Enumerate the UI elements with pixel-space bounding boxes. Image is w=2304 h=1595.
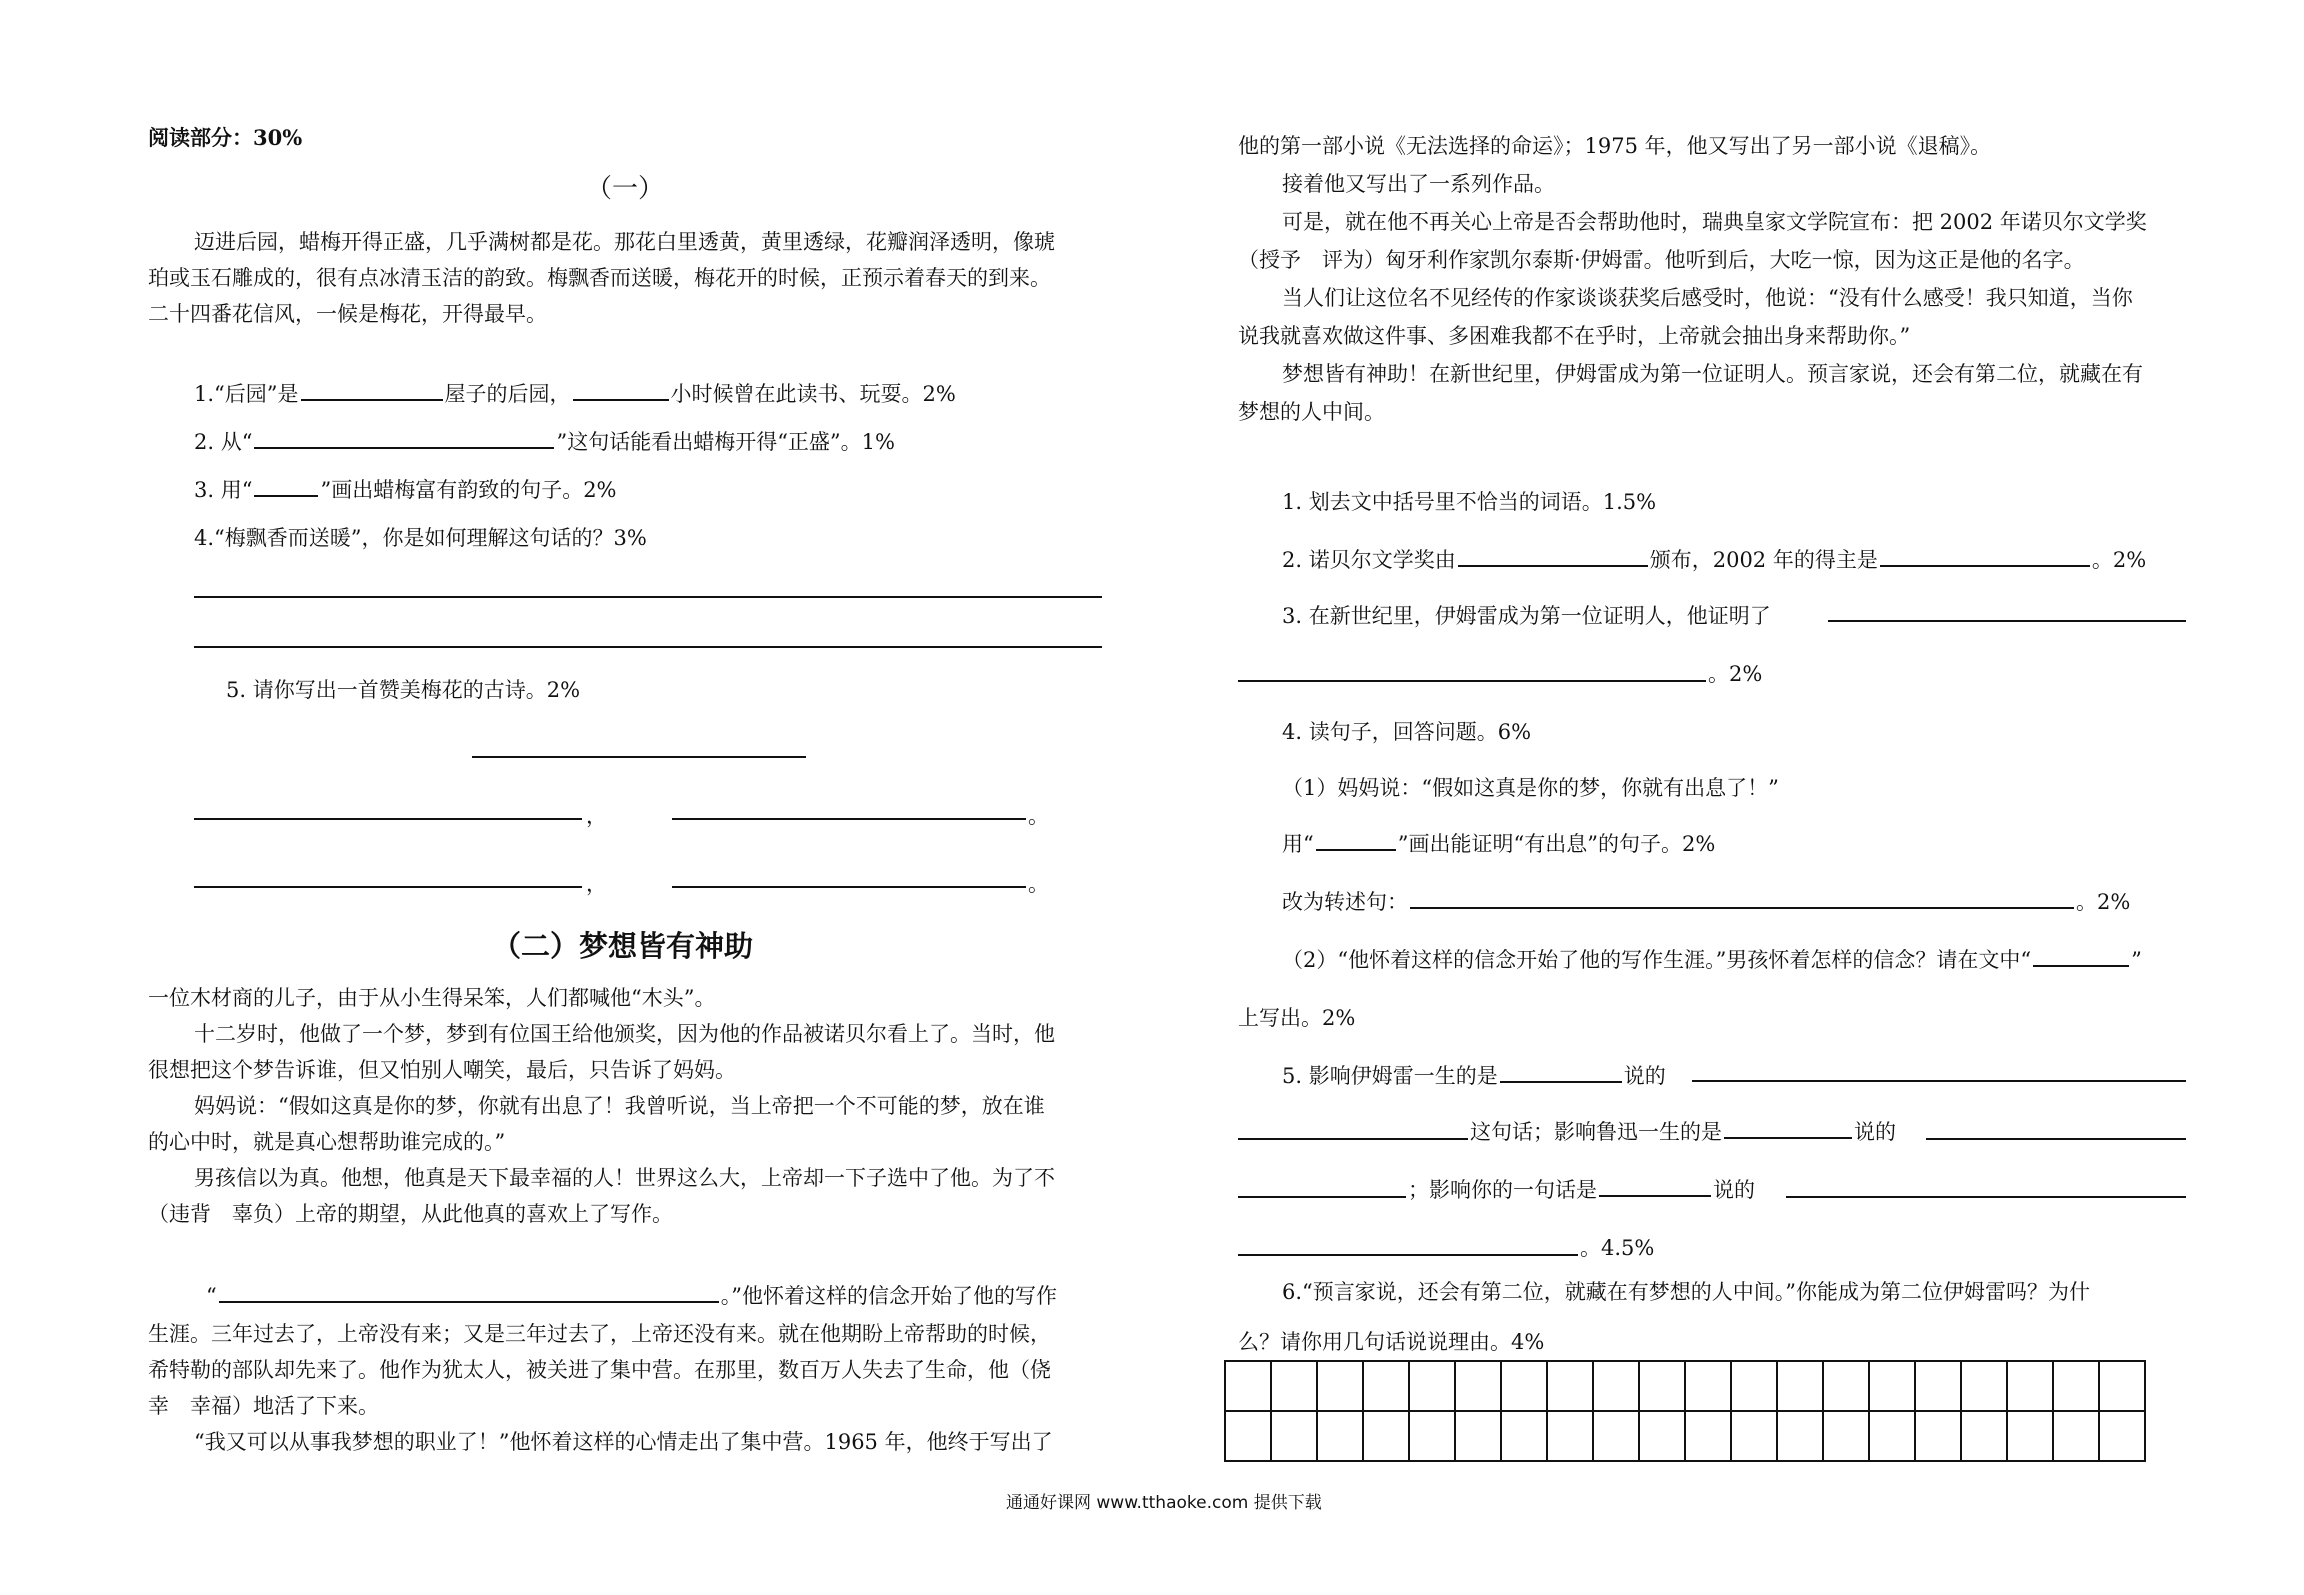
answer-line[interactable]	[1238, 680, 1706, 682]
grid-cell[interactable]	[1225, 1361, 1271, 1411]
grid-cell[interactable]	[1271, 1411, 1317, 1461]
answer-line[interactable]	[194, 646, 1102, 648]
right-question-4-1a-text: ”画出能证明“有出息”的句子。2%	[1397, 832, 1716, 856]
grid-cell[interactable]	[1409, 1411, 1455, 1461]
page-footer: 通通好课网 www.tthaoke.com 提供下载	[1006, 1493, 1322, 1513]
passage-two-line: 十二岁时，他做了一个梦，梦到有位国王给他颁奖，因为他的作品被诺贝尔看上了。当时，他	[194, 1022, 1055, 1046]
passage-one-line: 二十四番花信风，一候是梅花，开得最早。	[148, 302, 547, 326]
question-3-text: ”画出蜡梅富有韵致的句子。2%	[320, 478, 617, 502]
passage-line: 说我就喜欢做这件事、多困难我都不在乎时，上帝就会抽出身来帮助你。”	[1238, 324, 1911, 348]
right-question-4-1b	[1282, 886, 2130, 916]
grid-cell[interactable]	[2053, 1411, 2099, 1461]
passage-one-line: 珀或玉石雕成的，很有点冰清玉洁的韵致。梅飘香而送暖，梅花开的时候，正预示着春天的到来。	[148, 266, 1051, 290]
grid-cell[interactable]	[1869, 1361, 1915, 1411]
answer-blank[interactable]	[1599, 1175, 1711, 1197]
passage-line: 梦想皆有神助！在新世纪里，伊姆雷成为第一位证明人。预言家说，还会有第二位，就藏在有	[1282, 362, 2143, 386]
answer-blank[interactable]	[1500, 1061, 1622, 1083]
right-question-4-2-tail: 上写出。2%	[1238, 1006, 1356, 1030]
grid-cell[interactable]	[2099, 1361, 2145, 1411]
grid-cell[interactable]	[1363, 1411, 1409, 1461]
right-question-2-text: 2. 诺贝尔文学奖由	[1282, 548, 1456, 572]
passage-two-line: 一位木材商的儿子，由于从小生得呆笨，人们都喊他“木头”。	[148, 986, 716, 1010]
passage-two-line: 男孩信以为真。他想，他真是天下最幸福的人！世界这么大，上帝却一下子选中了他。为了不	[194, 1166, 1055, 1190]
grid-cell[interactable]	[1685, 1361, 1731, 1411]
grid-cell[interactable]	[1271, 1361, 1317, 1411]
passage-one-line: 迈进后园，蜡梅开得正盛，几乎满树都是花。那花白里透黄，黄里透绿，花瓣润泽透明，像琥	[194, 230, 1055, 254]
grid-cell[interactable]	[1363, 1361, 1409, 1411]
passage-two-line: 妈妈说：“假如这真是你的梦，你就有出息了！我曾听说，当上帝把一个不可能的梦，放在谁	[194, 1094, 1045, 1118]
right-question-4: 4. 读句子，回答问题。6%	[1282, 720, 1532, 744]
answer-blank[interactable]	[1880, 545, 2090, 567]
answer-line[interactable]	[1692, 1080, 2186, 1082]
grid-cell[interactable]	[1777, 1361, 1823, 1411]
grid-cell[interactable]	[1593, 1411, 1639, 1461]
answer-blank[interactable]	[2033, 945, 2129, 967]
answer-blank[interactable]	[1458, 545, 1648, 567]
passage-two-line: 幸 幸福）地活了下来。	[148, 1394, 379, 1418]
right-question-4-2	[1282, 944, 2142, 974]
right-question-5-text-3	[1408, 1174, 1755, 1204]
answer-line[interactable]	[1828, 620, 2186, 622]
period: 。	[1028, 804, 1049, 828]
answer-blank[interactable]	[254, 475, 318, 497]
answer-blank[interactable]	[1724, 1117, 1852, 1139]
right-question-2-text: 颁布，2002 年的得主是	[1649, 548, 1878, 572]
grid-cell[interactable]	[1409, 1361, 1455, 1411]
grid-cell[interactable]	[1915, 1411, 1961, 1461]
grid-cell[interactable]	[1823, 1361, 1869, 1411]
reading-section-heading: 阅读部分：30%	[148, 125, 303, 150]
grid-cell[interactable]	[1777, 1411, 1823, 1461]
passage-two-line: 生涯。三年过去了，上帝没有来；又是三年过去了，上帝还没有来。就在他期盼上帝帮助的时候，	[148, 1322, 1051, 1346]
grid-cell[interactable]	[1639, 1411, 1685, 1461]
right-question-2	[1282, 544, 2146, 574]
comma: ，	[586, 804, 607, 828]
poem-line[interactable]	[672, 886, 1026, 888]
right-question-5-text: 这句话；影响鲁迅一生的是	[1470, 1120, 1722, 1144]
answer-line[interactable]	[1786, 1196, 2186, 1198]
grid-cell[interactable]	[1547, 1411, 1593, 1461]
period: 。	[1028, 872, 1049, 896]
poem-line[interactable]	[194, 886, 582, 888]
question-1-text: 小时候曾在此读书、玩耍。2%	[670, 382, 956, 406]
right-question-4-1: （1）妈妈说：“假如这真是你的梦，你就有出息了！”	[1282, 776, 1779, 800]
passage-two-line: 很想把这个梦告诉谁，但又怕别人嘲笑，最后，只告诉了妈妈。	[148, 1058, 736, 1082]
answer-blank[interactable]	[301, 379, 443, 401]
grid-row	[1225, 1411, 2145, 1461]
passage-line: 接着他又写出了一系列作品。	[1282, 172, 1555, 196]
question-3	[194, 474, 617, 504]
answer-blank[interactable]	[1316, 829, 1396, 851]
section-two-title: （二）梦想皆有神助	[492, 929, 754, 963]
grid-cell[interactable]	[1501, 1411, 1547, 1461]
section-one-title: （一）	[586, 174, 665, 204]
passage-two-line: 的心中时，就是真心想帮助谁完成的。”	[148, 1130, 506, 1154]
answer-blank[interactable]	[573, 379, 669, 401]
right-question-6: 6.“预言家说，还会有第二位，就藏在有梦想的人中间。”你能成为第二位伊姆雷吗？为什	[1282, 1280, 2091, 1304]
grid-cell[interactable]	[2007, 1361, 2053, 1411]
passage-two-quote-line	[206, 1280, 1057, 1310]
answer-line[interactable]	[1238, 1196, 1406, 1198]
grid-cell[interactable]	[1915, 1361, 1961, 1411]
question-1	[194, 378, 956, 408]
passage-two-line: “我又可以从事我梦想的职业了！”他怀着这样的心情走出了集中营。1965 年，他终于写出了	[194, 1430, 1053, 1454]
answer-line[interactable]	[1238, 1138, 1468, 1140]
question-3-text: 3. 用“	[194, 478, 253, 502]
poem-title-line[interactable]	[472, 756, 806, 758]
grid-cell[interactable]	[1961, 1411, 2007, 1461]
passage-line: 当人们让这位名不见经传的作家谈谈获奖后感受时，他说：“没有什么感受！我只知道，当你	[1282, 286, 2133, 310]
comma: ，	[586, 872, 607, 896]
grid-cell[interactable]	[2053, 1361, 2099, 1411]
quote-open: “	[206, 1284, 217, 1308]
question-1-text: 屋子的后园，	[444, 382, 571, 406]
passage-line: 可是，就在他不再关心上帝是否会帮助他时，瑞典皇家文学院宣布：把 2002 年诺贝尔文学奖	[1282, 210, 2147, 234]
grid-cell[interactable]	[1317, 1361, 1363, 1411]
right-question-5-text: 说的	[1713, 1178, 1755, 1202]
grid-cell[interactable]	[1455, 1411, 1501, 1461]
question-2-text: 2. 从“	[194, 430, 253, 454]
grid-cell[interactable]	[1961, 1361, 2007, 1411]
right-question-5	[1282, 1060, 1666, 1090]
right-question-3: 3. 在新世纪里，伊姆雷成为第一位证明人，他证明了	[1282, 604, 1771, 628]
grid-cell[interactable]	[1685, 1411, 1731, 1461]
right-question-4-1a	[1282, 828, 1715, 858]
grid-cell[interactable]	[1869, 1411, 1915, 1461]
right-question-4-1a-text: 用“	[1282, 832, 1314, 856]
right-question-6-tail: 么？请你用几句话说说理由。4%	[1238, 1330, 1545, 1354]
grid-cell[interactable]	[2007, 1411, 2053, 1461]
grid-cell[interactable]	[1731, 1411, 1777, 1461]
question-1-text: 1.“后园”是	[194, 382, 299, 406]
grid-cell[interactable]	[2099, 1411, 2145, 1461]
poem-line[interactable]	[672, 818, 1026, 820]
right-question-4-2-text: ”	[2131, 948, 2142, 972]
question-5: 5. 请你写出一首赞美梅花的古诗。2%	[226, 678, 581, 702]
passage-line: （授予 评为）匈牙利作家凯尔泰斯·伊姆雷。他听到后，大吃一惊，因为这正是他的名字。	[1238, 248, 2085, 272]
grid-cell[interactable]	[1501, 1361, 1547, 1411]
grid-cell[interactable]	[1455, 1361, 1501, 1411]
right-question-5-text: 5. 影响伊姆雷一生的是	[1282, 1064, 1498, 1088]
answer-line[interactable]	[1926, 1138, 2186, 1140]
right-question-1: 1. 划去文中括号里不恰当的词语。1.5%	[1282, 490, 1657, 514]
quote-rest: 。”他怀着这样的信念开始了他的写作	[720, 1284, 1057, 1308]
right-question-4-1b-text: 。2%	[2076, 890, 2131, 914]
passage-two-line: 希特勒的部队却先来了。他作为犹太人，被关进了集中营。在那里，数百万人失去了生命，他（侥	[148, 1358, 1051, 1382]
right-question-5-text: 说的	[1623, 1064, 1666, 1088]
answer-line[interactable]	[194, 596, 1102, 598]
grid-cell[interactable]	[1593, 1361, 1639, 1411]
right-question-4-1b-text: 改为转述句：	[1282, 890, 1408, 914]
grid-cell[interactable]	[1823, 1411, 1869, 1461]
right-question-2-text: 。2%	[2091, 548, 2147, 572]
grid-cell[interactable]	[1731, 1361, 1777, 1411]
grid-cell[interactable]	[1225, 1411, 1271, 1461]
answer-blank[interactable]	[1410, 887, 2074, 909]
grid-cell[interactable]	[1317, 1411, 1363, 1461]
answer-grid[interactable]	[1224, 1360, 2146, 1462]
right-question-3-end: 。2%	[1708, 662, 1763, 686]
poem-line[interactable]	[194, 818, 582, 820]
answer-blank[interactable]	[254, 427, 554, 449]
right-question-5-end: 。4.5%	[1580, 1236, 1655, 1260]
right-question-5-text-2	[1470, 1116, 1896, 1146]
grid-cell[interactable]	[1639, 1361, 1685, 1411]
question-4: 4.“梅飘香而送暖”，你是如何理解这句话的？3%	[194, 526, 647, 550]
grid-row	[1225, 1361, 2145, 1411]
right-question-5-text: ；影响你的一句话是	[1408, 1178, 1597, 1202]
passage-line: 梦想的人中间。	[1238, 400, 1385, 424]
passage-two-line: （违背 辜负）上帝的期望，从此他真的喜欢上了写作。	[148, 1202, 673, 1226]
right-question-4-2-text: （2）“他怀着这样的信念开始了他的写作生涯。”男孩怀着怎样的信念？请在文中“	[1282, 948, 2032, 972]
right-question-5-text: 说的	[1854, 1120, 1896, 1144]
answer-blank[interactable]	[219, 1281, 719, 1303]
passage-line: 他的第一部小说《无法选择的命运》；1975 年，他又写出了另一部小说《退稿》。	[1238, 134, 1992, 158]
answer-line[interactable]	[1238, 1254, 1578, 1256]
question-2	[194, 426, 895, 456]
question-2-text: ”这句话能看出蜡梅开得“正盛”。1%	[556, 430, 895, 454]
grid-cell[interactable]	[1547, 1361, 1593, 1411]
